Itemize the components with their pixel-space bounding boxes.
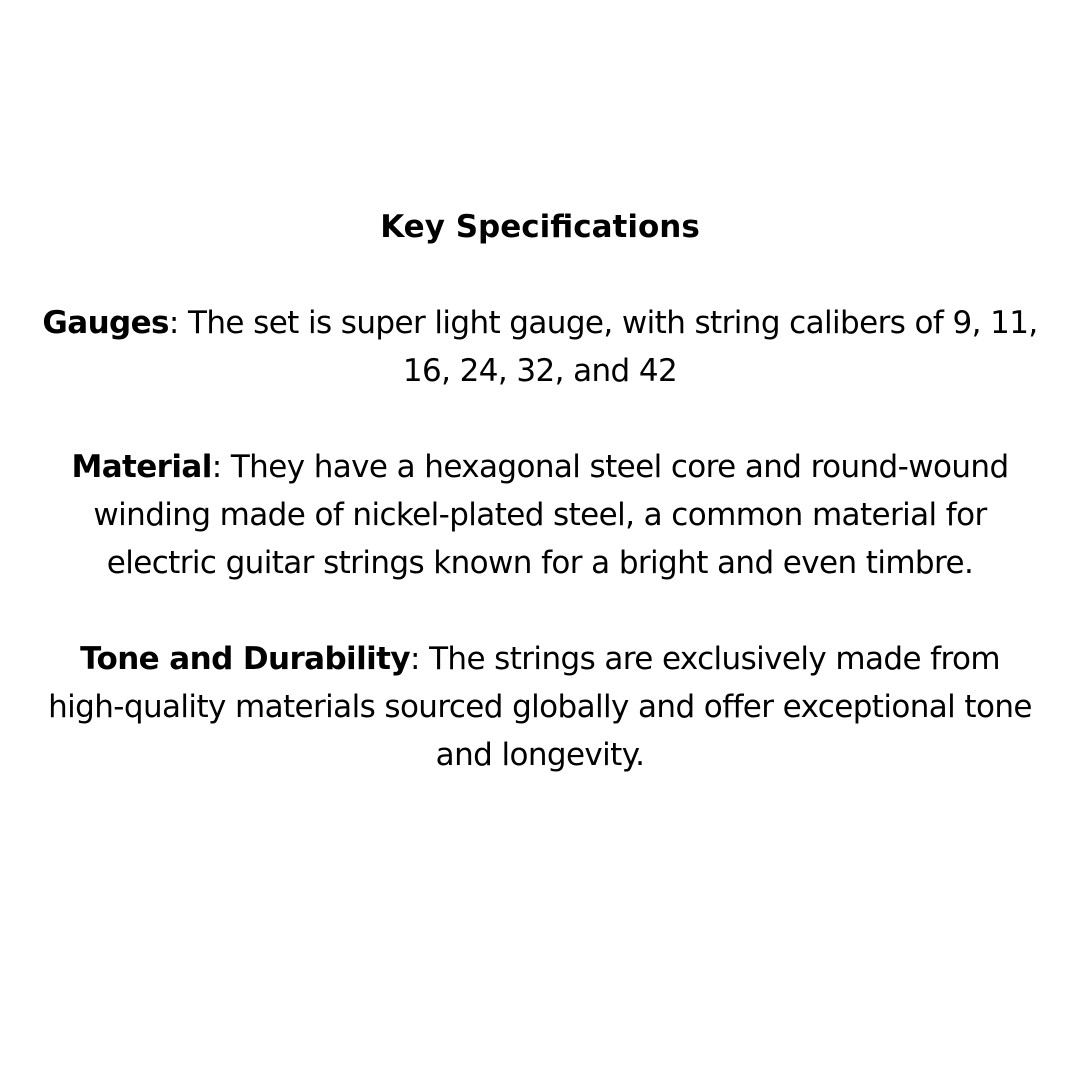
spec-description: They have a hexagonal steel core and round-wound winding made of nickel-plated steel, a common material for electric guitar strings known for a bright and even timbre.: [93, 449, 1009, 581]
spec-separator: :: [409, 641, 420, 677]
spec-term: Gauges: [42, 305, 169, 341]
spec-gauges: [40, 299, 1040, 395]
spec-separator: :: [168, 305, 179, 341]
spec-term: Material: [71, 449, 212, 485]
spec-description: The strings are exclusively made from high-quality materials sourced globally and offer exceptional tone and longevity.: [48, 641, 1032, 773]
spec-material: [40, 443, 1040, 587]
spec-tone-durability: [40, 635, 1040, 779]
spec-separator: :: [211, 449, 222, 485]
specifications-document: [40, 203, 1040, 827]
spec-term: Tone and Durability: [80, 641, 410, 677]
page-title: Key Specifications: [380, 209, 700, 245]
spec-description: The set is super light gauge, with string calibers of 9, 11, 16, 24, 32, and 42: [178, 305, 1038, 389]
